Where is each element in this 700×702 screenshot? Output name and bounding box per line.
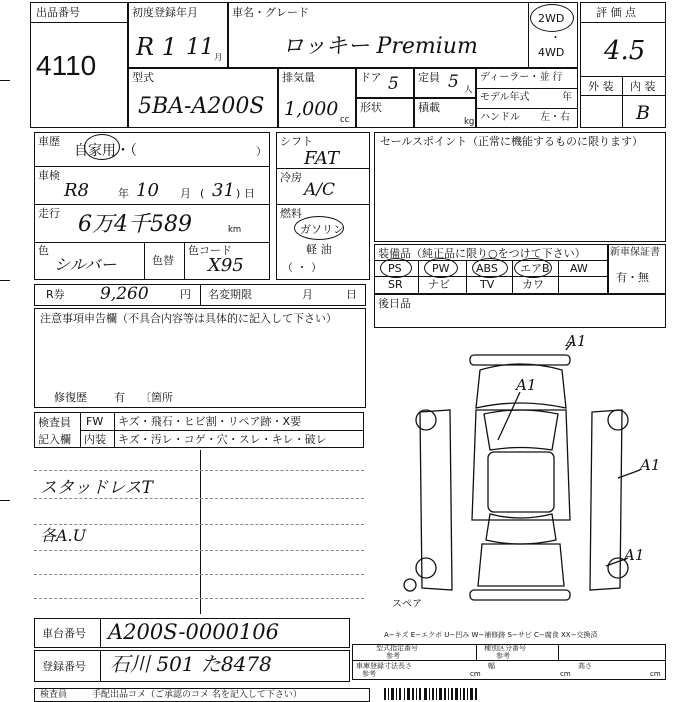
width-label: 幅 [488,662,495,670]
score-label: 評 価 点 [596,6,636,19]
equip-tv: TV [480,278,495,291]
width-cm: cm [560,670,571,678]
handle-value: 左・右 [540,112,570,123]
footer-inspector: 検査員 [40,690,68,700]
model-year-unit: 年 [562,92,572,103]
fuel-paren: （ ・ ） [282,261,322,274]
model-label: 型式 [132,71,154,84]
regnum-label: 登録番号 [42,660,86,673]
length-cm: cm [470,670,481,678]
car-name-value: ロッキー Premium [282,34,478,59]
score-value: 4.5 [604,36,646,66]
history-value: 自家用・（ [74,143,137,159]
damage-mark-4: A1 [624,546,645,564]
chassis-value: A200S-0000106 [108,620,280,644]
load-unit: kg [464,117,475,127]
mileage-unit: km [228,225,242,235]
inspector-label: 検査員 [38,416,71,429]
shaken-era: R8 [64,180,90,201]
repair-location: 〔箇所 [140,391,173,404]
equip-aw: AW [570,262,588,275]
mileage-value: 6万4千589 [78,212,192,237]
shaken-year-unit: 年 [118,187,129,200]
fuel-gas: ガソリン [300,223,344,236]
entry-label: 記入欄 [38,433,71,446]
equip-leather: カワ [522,278,544,291]
car-name-label: 車名・グレード [232,6,309,19]
repair-label: 修復歴 [54,391,87,404]
shift-value: FAT [304,148,339,169]
handle-label: ハンドル [480,112,520,123]
doors-label: ドア [360,71,382,84]
shaken-day: 31 [212,180,235,201]
length-label: 長さ [398,662,412,670]
capacity-unit: 人 [464,85,473,95]
regdims-sankou: 参考 [362,670,376,678]
ac-value: A/C [304,180,336,200]
dealer-label: ディーラー・並 行 [480,72,563,83]
equip-sr: SR [388,278,403,291]
mileage-label: 走行 [38,207,60,220]
capacity-label: 定員 [418,71,440,84]
newcar-warranty-label: 新車保証書 [610,247,660,258]
damage-legend: A−キズ E−エクボ U−凹み W−補修跡 S−サビ C−腐食 XX−交換済 [384,631,598,639]
repair-value: 有 [114,391,125,404]
history-label: 車歴 [38,135,60,148]
fuel-diesel: 軽 油 [306,243,332,256]
damage-mark-1: A1 [566,332,587,350]
lot-number-label: 出品番号 [36,6,80,19]
ac-label: 冷房 [280,171,302,184]
name-change-label: 名変期限 [208,288,252,301]
ruibetsu-sankou: 参考 [496,652,510,660]
notes-label: 注意事項申告欄（不具合内容等は具体的に記入して下さい） [40,312,337,325]
equipment-label: 装備品（純正品に限り○をつけて下さい） [378,247,586,260]
shaken-month: 10 [136,180,159,201]
recolor-label: 色替 [152,254,174,267]
doors-value: 5 [388,74,399,94]
note-line-1: スタッドレスT [40,478,153,498]
shaken-label: 車検 [38,169,60,182]
interior-grade: B [636,102,650,124]
recycle-yen: 円 [180,288,191,301]
color-value: シルバー [54,255,117,274]
regnum-value: 石川 501 た8478 [110,652,272,676]
displacement-value: 1,000 [284,98,339,120]
spare-label: スペア [392,599,422,610]
newcar-warranty-value: 有・無 [616,271,649,284]
drive-dot: ・ [550,31,561,44]
fuel-label: 燃料 [280,207,302,220]
interior-label: 内 装 [630,80,656,93]
capacity-value: 5 [448,72,459,92]
recycle-label: R券 [46,288,65,301]
name-change-month: 月 [302,288,313,301]
drive-4wd: 4WD [538,46,565,59]
interior-row-value: キズ・汚レ・コゲ・穴・スレ・キレ・破レ [118,433,327,446]
katashiki-label: 型式指定番号 [376,644,418,652]
footer-comment: 手配出品コメ（ご承認のコメ 名を記入して下さい） [92,690,302,700]
fw-label: FW [86,415,104,428]
colorcode-label: 色コード [188,244,232,257]
shaken-month-unit: 月 [180,187,191,200]
katashiki-sankou: 参考 [386,652,400,660]
exterior-label: 外 装 [588,80,614,93]
shift-label: シフト [280,135,313,148]
ruibetsu-label: 種別区分番号 [484,644,526,652]
note-line-2: 各A.U [40,526,87,545]
equip-navi: ナビ [428,278,450,291]
fw-value: キズ・飛石・ヒビ割・リペア跡・X要 [118,415,302,428]
chassis-label: 車台番号 [42,627,86,640]
equip-abs: ABS [476,262,498,275]
regdims-label: 車庫登録寸法 [356,662,398,670]
equip-ps: PS [388,262,402,275]
first-reg-label: 初度登録年月 [132,6,198,19]
interior-row-label: 内装 [84,433,106,446]
name-change-day: 日 [346,288,357,301]
first-reg-era: R 1 [136,33,177,61]
damage-mark-3: A1 [640,456,661,474]
displacement-unit: cc [340,115,350,125]
lot-number: 4110 [36,50,97,81]
later-items-label: 後日品 [378,297,411,310]
height-cm: cm [650,670,661,678]
equip-airbag: エアB [520,262,550,275]
damage-mark-2: A1 [516,376,537,394]
history-close: ） [256,145,267,158]
shaken-day-unit: 日 [244,187,255,200]
height-label: 高さ [578,662,592,670]
displacement-label: 排気量 [282,71,315,84]
colorcode-value: X95 [208,255,244,276]
sales-point-label: セールスポイント（正常に機能するものに限ります） [380,135,644,148]
recycle-value: 9,260 [100,284,149,304]
shape-label: 形状 [360,101,382,114]
first-reg-month: 11 [186,35,214,60]
first-reg-unit: 月 [214,53,223,63]
drive-2wd: 2WD [538,12,565,25]
color-label: 色 [38,244,49,257]
model-value: 5BA-A200S [138,94,265,119]
equip-pw: PW [432,262,450,275]
load-label: 積載 [418,101,440,114]
model-year-label: モデル年式 [480,92,530,103]
